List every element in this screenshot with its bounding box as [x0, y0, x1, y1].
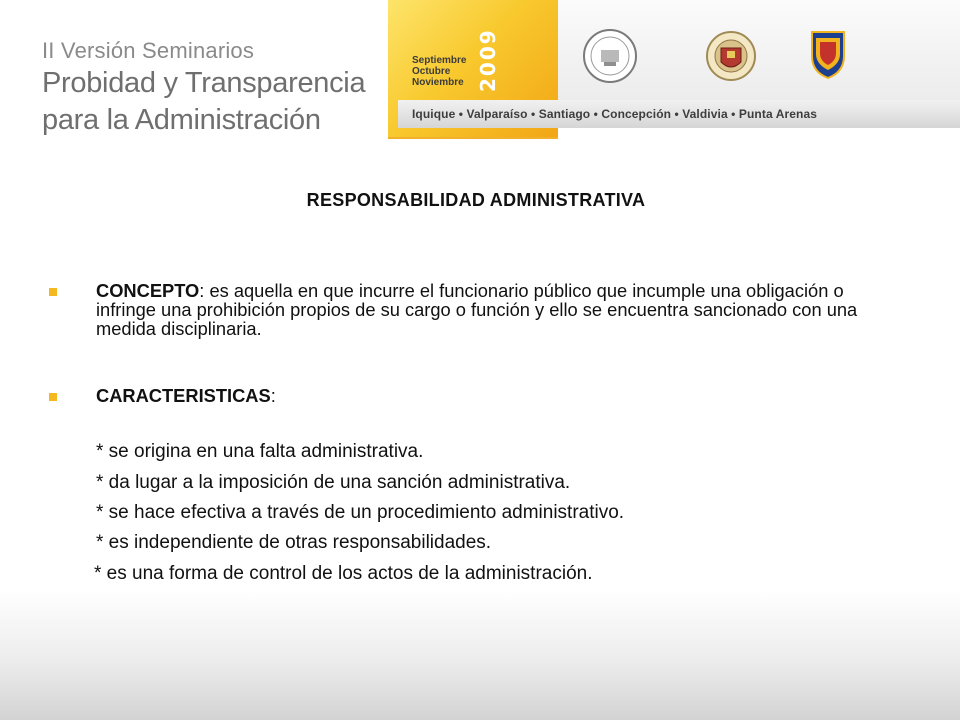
logo-panel [558, 0, 960, 100]
year-label: 2009 [476, 28, 500, 92]
list-item: * da lugar a la imposición de una sanción administrativa. [96, 472, 571, 493]
month-october: Octubre [412, 66, 451, 77]
slide-heading: RESPONSABILIDAD ADMINISTRATIVA [306, 190, 646, 210]
caracteristicas-colon: : [270, 385, 276, 406]
month-november: Noviembre [412, 77, 464, 88]
orange-underline [388, 137, 558, 139]
seminar-title-line2: para la Administración [42, 104, 321, 136]
seminar-subtitle: II Versión Seminarios [42, 38, 255, 63]
months-list [412, 55, 466, 88]
list-item: * es una forma de control de los actos de la administración. [94, 563, 593, 584]
bottom-gradient [0, 590, 960, 720]
month-september: Septiembre [412, 55, 467, 66]
list-item: * se origina en una falta administrativa. [96, 441, 424, 462]
bullet-caracteristicas [49, 393, 57, 401]
seminar-title-line1: Probidad y Transparencia [42, 67, 366, 99]
concepcion-shield-icon [810, 28, 846, 80]
university-seal-icon [706, 28, 756, 84]
caracteristicas-label: CARACTERISTICAS [96, 385, 271, 406]
concepto-paragraph [96, 281, 876, 338]
concepto-text: : es aquella en que incurre el funcionario público que incumple una obligación o infringe una prohibición propios de su cargo o función y ello se encuentra sancionado con una medida disciplinaria. [96, 280, 858, 339]
concepto-label: CONCEPTO [96, 280, 200, 301]
cities-bar [398, 100, 960, 128]
caracteristicas-heading [96, 386, 876, 405]
contraloria-seal-icon [582, 28, 638, 84]
bullet-concepto [49, 288, 57, 296]
list-item: * es independiente de otras responsabilidades. [96, 532, 492, 553]
cities-list: Iquique • Valparaíso • Santiago • Concepción • Valdivia • Punta Arenas [412, 107, 817, 121]
list-item: * se hace efectiva a través de un procedimiento administrativo. [96, 502, 625, 523]
